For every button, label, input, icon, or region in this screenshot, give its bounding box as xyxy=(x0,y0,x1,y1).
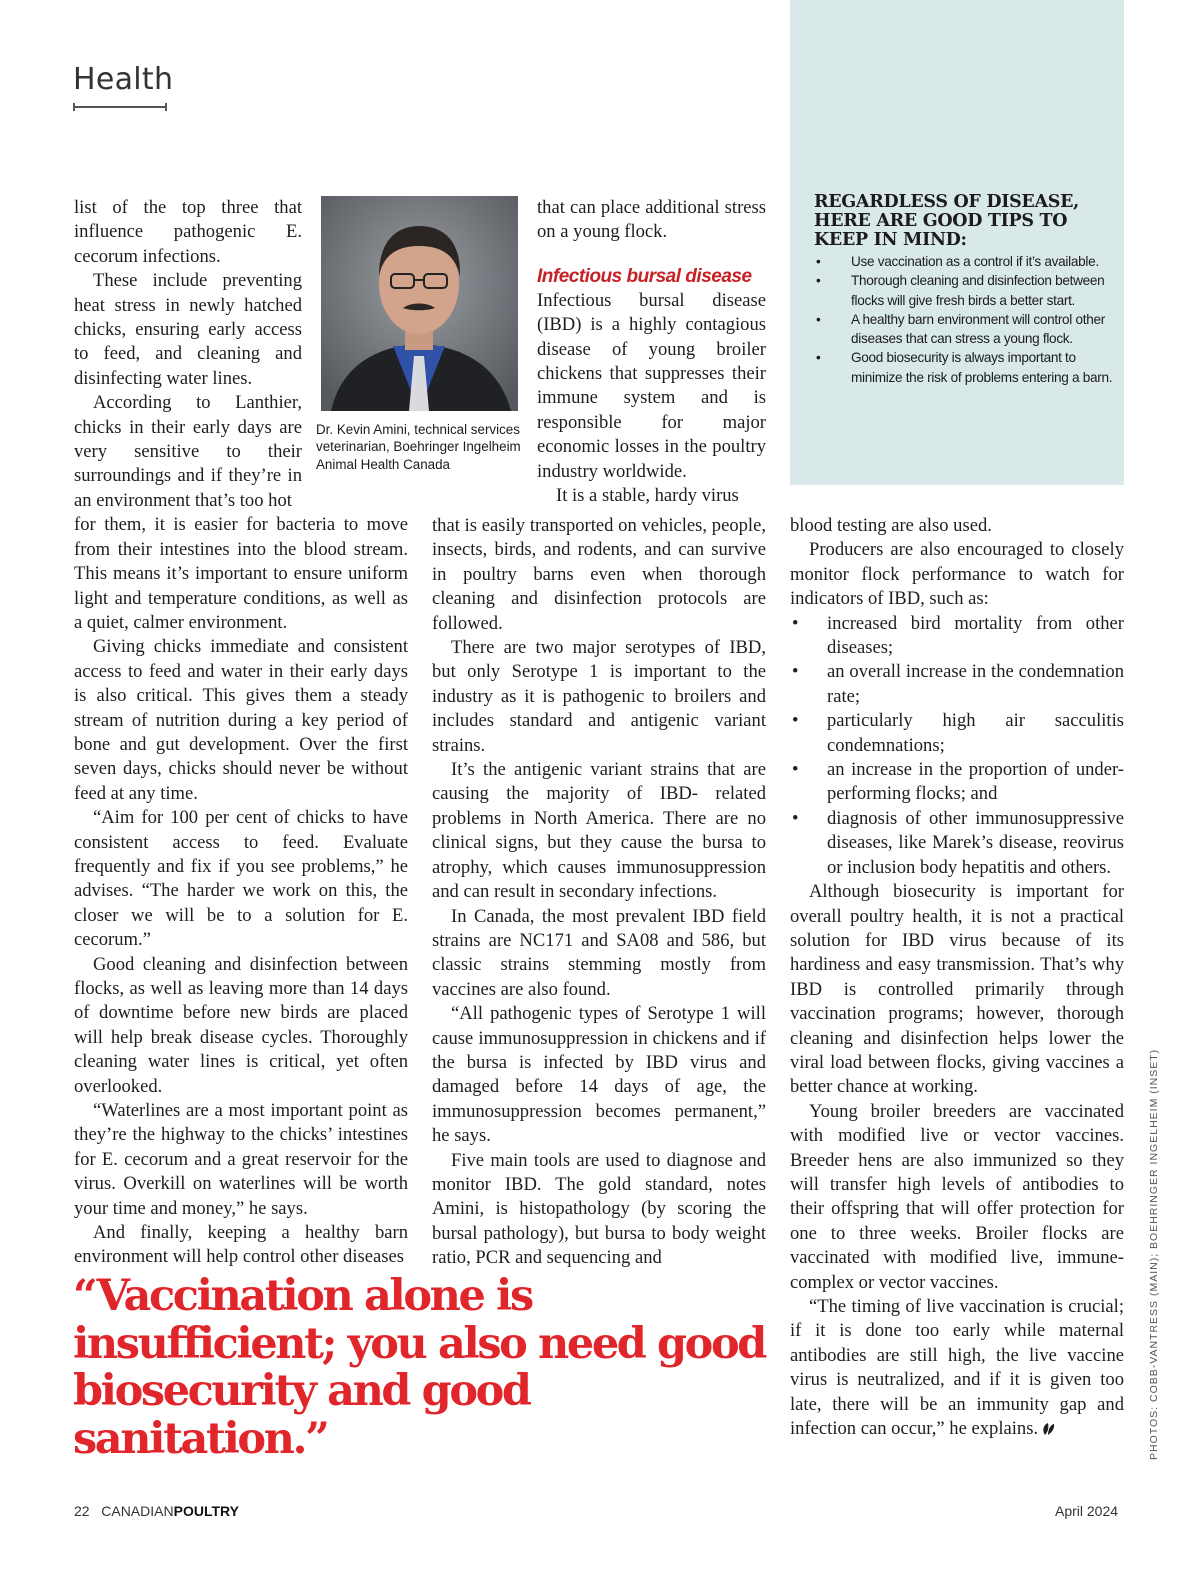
body-paragraph: Infectious bursal disease (IBD) is a highly contagious disease of young broiler chickens that suppresses their immune system and is responsible for major economic losses in the poultry industry worldwide. xyxy=(537,289,766,482)
column-3 xyxy=(790,514,1124,1441)
body-paragraph: Young broiler breeders are vaccinated with modified live or vector vaccines. Breeder hens are also immunized so they will transfer high levels of antibodies to their offspring that will offer protection for one to three weeks. Broiler flocks are vaccinated with modified live, immune-complex or vector vaccines. xyxy=(790,1100,1124,1293)
body-paragraph: for them, it is easier for bacteria to move from their intestines into the blood stream. This means it’s important to ensure uniform light and temperature conditions, as well as a quiet, calmer environment. xyxy=(74,514,408,633)
tips-sidebar xyxy=(790,0,1124,485)
section-rule xyxy=(73,106,167,108)
list-item: • an overall increase in the condemnation rate; xyxy=(790,660,1124,709)
sidebar-tip: • Good biosecurity is always important to minimize the risk of problems entering a barn. xyxy=(814,348,1114,387)
body-paragraph: In Canada, the most prevalent IBD field strains are NC171 and SA08 and 586, but classic strains stemming mostly from vaccines are also found. xyxy=(432,905,766,1000)
body-paragraph: blood testing are also used. xyxy=(790,515,992,536)
body-paragraph: “All pathogenic types of Serotype 1 will cause immunosuppression in chickens and if the bursa is infected by IBD virus and damaged before 14 days of age, the immunosuppression becomes permanent,” he says. xyxy=(432,1003,766,1147)
body-paragraph: These include preventing heat stress in newly hatched chicks, ensuring early access to feed, and cleaning and disinfecting water lines. xyxy=(74,270,302,389)
body-paragraph: list of the top three that influence pathogenic E. cecorum infections. xyxy=(74,197,302,267)
end-mark-icon xyxy=(1042,1422,1056,1436)
body-paragraph: “Aim for 100 per cent of chicks to have consistent access to feed. Evaluate frequently and fix if you see problems,” he advises. “The harder we work on this, the closer we will be to a solution for E. cecorum.” xyxy=(74,807,408,951)
body-paragraph: Five main tools are used to diagnose and monitor IBD. The gold standard, notes Amini, is histopathology (by scoring the bursal pathology), but bursa to body weight ratio, PCR and sequencing and xyxy=(432,1149,766,1269)
photo-credit-text: PHOTOS: COBB-VANTRESS (MAIN); BOEHRINGER INGELHEIM (INSET) xyxy=(1148,1048,1160,1460)
body-paragraph: Producers are also encouraged to closely monitor flock performance to watch for indicators of IBD, such as: xyxy=(790,539,1124,610)
body-paragraph: And finally, keeping a healthy barn environment will help control other diseases xyxy=(74,1222,408,1268)
list-item: • diagnosis of other immunosuppressive diseases, like Marek’s disease, reovirus or inclusion body hepatitis and others. xyxy=(790,807,1124,880)
list-item: • increased bird mortality from other diseases; xyxy=(790,612,1124,661)
body-paragraph: Giving chicks immediate and consistent access to feed and water in their early days is also critical. This gives them a steady stream of nutrition during a key period of bone and gut development. Over the first seven days, chicks should never be without feed at any time. xyxy=(74,636,408,804)
sidebar-tip: • A healthy barn environment will control other diseases that can stress a young flock. xyxy=(814,310,1114,349)
issue-date: April 2024 xyxy=(1055,1503,1119,1519)
footer-folio xyxy=(74,1503,239,1519)
sidebar-tip: • Thorough cleaning and disinfection between flocks will give fresh birds a better start. xyxy=(814,271,1114,310)
body-paragraph: According to Lanthier, chicks in their early days are very sensitive to their surroundings and if they’re in an environment that’s too hot xyxy=(74,392,302,511)
body-paragraph: It is a stable, hardy virus xyxy=(556,485,739,507)
closing-text: “The timing of live vaccination is crucial; if it is done too early while maternal antibodies are still high, the live vaccine virus is neutralized, and if it is given too late, there will be an immunity gap and infection can occur,” he explains. xyxy=(790,1296,1124,1440)
body-paragraph: It’s the antigenic variant strains that are causing the majority of IBD- related problems in North America. There are no clinical signs, but they cause the bursa to atrophy, which causes immunosuppression and can result in secondary infections. xyxy=(432,759,766,903)
sidebar-tip-list xyxy=(814,252,1114,387)
indicator-list xyxy=(790,612,1124,880)
list-item: • an increase in the proportion of under-performing flocks; and xyxy=(790,758,1124,807)
column-1 xyxy=(74,196,408,1270)
body-paragraph: Although biosecurity is important for overall poultry health, it is not a practical solution for IBD virus because of its hardiness and easy transmission. That’s why IBD is controlled primarily through vaccination programs; however, thorough cleaning and disinfection helps lower the viral load between flocks, giving vaccines a better chance at working. xyxy=(790,881,1124,1098)
section-title: Health xyxy=(73,62,174,97)
magazine-name-prefix: CANADIAN xyxy=(101,1503,174,1519)
sidebar-tip: • Use vaccination as a control if it’s available. xyxy=(814,252,1114,271)
body-paragraph xyxy=(790,1295,1124,1441)
sidebar-title: REGARDLESS OF DISEASE, HERE ARE GOOD TIPS TO KEEP IN MIND: xyxy=(814,192,1079,250)
body-paragraph: Good cleaning and disinfection between flocks, as well as leaving more than 14 days of downtime before new birds are placed will help break disease cycles. Thoroughly cleaning water lines is critical, yet often overlooked. xyxy=(74,953,408,1097)
body-paragraph: There are two major serotypes of IBD, but only Serotype 1 is important to the industry as it is pathogenic to broilers and includes standard and antigenic variant strains. xyxy=(432,637,766,756)
page-number: 22 xyxy=(74,1503,90,1519)
column-2 xyxy=(432,490,766,1271)
column-1-wrapped-text xyxy=(74,196,302,513)
column-2-top xyxy=(537,196,766,508)
magazine-name-bold: POULTRY xyxy=(173,1503,239,1519)
body-paragraph: “Waterlines are a most important point as they’re the highway to the chicks’ intestines for E. cecorum and a great reservoir for the virus. Overkill on waterlines will be worth your time and money,” he says. xyxy=(74,1100,408,1219)
pull-quote: “Vaccination alone is insufficient; you also need good biosecurity and good sanitation.” xyxy=(73,1271,765,1464)
subheading: Infectious bursal disease xyxy=(537,265,752,287)
body-paragraph: that can place additional stress on a young flock. xyxy=(537,197,766,243)
list-item: • particularly high air sacculitis condemnations; xyxy=(790,709,1124,758)
body-paragraph: that is easily transported on vehicles, people, insects, birds, and rodents, and can survive in poultry barns even when thorough cleaning and disinfection protocols are followed. xyxy=(432,515,766,634)
photo-caption: Dr. Kevin Amini, technical services veterinarian, Boehringer Ingelheim Animal Health Canada xyxy=(316,422,521,472)
